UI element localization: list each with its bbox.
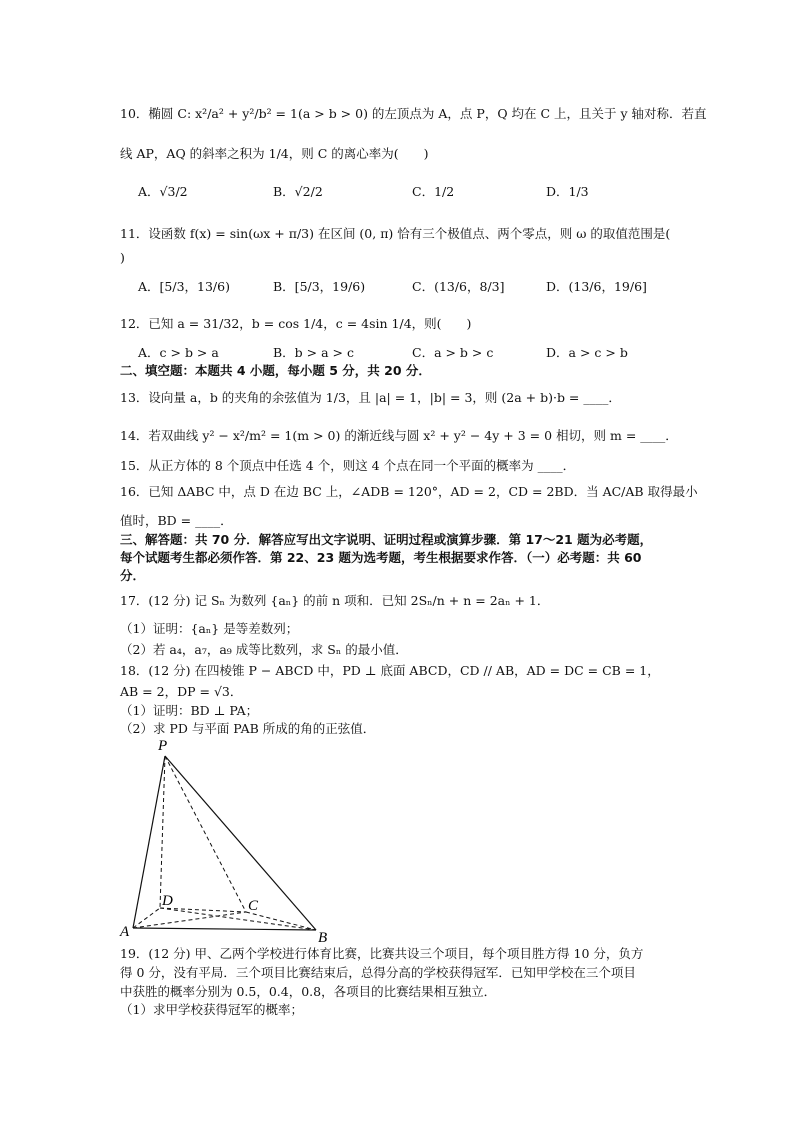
q18-line1: 18．(12 分) 在四棱锥 P − ABCD 中，PD ⊥ 底面 ABCD，CD // AB，AD = DC = CB = 1， [120, 663, 660, 678]
q14: 14．若双曲线 y² − x²/m² = 1(m > 0) 的渐近线与圆 x² + y² − 4y + 3 = 0 相切，则 m = ____． [120, 428, 678, 443]
section-3-line2: 每个试题考生都必须作答．第 22、23 题为选考题，考生根据要求作答．（一）必考题：共 60 [120, 550, 642, 565]
q17-sub2: （2）若 a₄，a₇，a₉ 成等比数列，求 Sₙ 的最小值． [120, 642, 408, 657]
q12-option-d: D．a > c > b [546, 345, 628, 360]
label-D: D [162, 893, 173, 909]
edge-PC [165, 756, 246, 912]
q12-line1: 12．已知 a = 31/32，b = cos 1/4，c = 4sin 1/4，则( ) [120, 316, 472, 331]
q17-line1: 17．(12 分) 记 Sₙ 为数列 {aₙ} 的前 n 项和．已知 2Sₙ/n + n = 2aₙ + 1． [120, 593, 550, 608]
q11-line2: ) [120, 250, 125, 265]
section-2-heading: 二、填空题：本题共 4 小题，每小题 5 分，共 20 分． [120, 363, 431, 378]
edge-AC [133, 912, 246, 928]
q19-line2: 得 0 分，没有平局．三个项目比赛结束后，总得分高的学校获得冠军．已知甲学校在三个项目 [120, 965, 636, 980]
q11-option-c: C．(13/6，8/3] [412, 279, 505, 294]
q10-option-c: C．1/2 [412, 184, 455, 199]
q11-option-a: A．[5/3，13/6) [138, 279, 230, 294]
section-3-line1: 三、解答题：共 70 分．解答应写出文字说明、证明过程或演算步骤．第 17～21 题为必考题， [120, 532, 653, 547]
q19-line1: 19．(12 分) 甲、乙两个学校进行体育比赛，比赛共设三个项目，每个项目胜方得 10 分，负方 [120, 946, 644, 961]
q11-option-b: B．[5/3，19/6) [273, 279, 366, 294]
q12-option-b: B．b > a > c [273, 345, 354, 360]
q12-option-a: A．c > b > a [138, 345, 219, 360]
label-B: B [318, 930, 328, 946]
q17-sub1: （1）证明：{aₙ} 是等差数列； [120, 621, 299, 636]
section-3-line3: 分． [120, 568, 146, 583]
q11-option-d: D．(13/6，19/6] [546, 279, 647, 294]
q16-line1: 16．已知 ΔABC 中，点 D 在边 BC 上，∠ADB = 120°，AD = 2，CD = 2BD．当 AC/AB 取得最小 [120, 484, 698, 499]
q19-sub1: （1）求甲学校获得冠军的概率； [120, 1002, 303, 1017]
edge-PB [165, 756, 316, 930]
label-P: P [158, 738, 168, 754]
edge-DC [160, 908, 246, 912]
pyramid-figure [118, 736, 338, 946]
q11-line1: 11．设函数 f(x) = sin(ωx + π/3) 在区间 (0, π) 恰有三个极值点、两个零点，则 ω 的取值范围是( [120, 226, 671, 241]
q18-sub2: （2）求 PD 与平面 PAB 所成的角的正弦值． [120, 721, 376, 736]
q10-option-a: A．√3/2 [138, 184, 188, 199]
q18-sub1: （1）证明：BD ⊥ PA； [120, 703, 259, 718]
label-A: A [120, 924, 130, 940]
q15: 15．从正方体的 8 个顶点中任选 4 个，则这 4 个点在同一个平面的概率为 ____． [120, 458, 576, 473]
q10-line2: 线 AP，AQ 的斜率之积为 1/4，则 C 的离心率为( ) [120, 146, 429, 161]
q10-option-d: D．1/3 [546, 184, 589, 199]
label-C: C [248, 898, 259, 914]
edge-AB [133, 928, 316, 930]
q12-option-c: C．a > b > c [412, 345, 494, 360]
q16-line2: 值时，BD = ____． [120, 513, 233, 528]
edge-PA [133, 756, 165, 928]
edge-CB [246, 912, 316, 930]
q19-line3: 中获胜的概率分别为 0.5，0.4，0.8，各项目的比赛结果相互独立． [120, 984, 497, 999]
q10-line1: 10．椭圆 C: x²/a² + y²/b² = 1(a > b > 0) 的左顶点为 A，点 P，Q 均在 C 上，且关于 y 轴对称．若直 [120, 106, 707, 121]
q18-line2: AB = 2，DP = √3． [120, 684, 243, 699]
q13: 13．设向量 a，b 的夹角的余弦值为 1/3，且 |a| = 1，|b| = 3，则 (2a + b)·b = ____． [120, 390, 621, 405]
q10-option-b: B．√2/2 [273, 184, 323, 199]
